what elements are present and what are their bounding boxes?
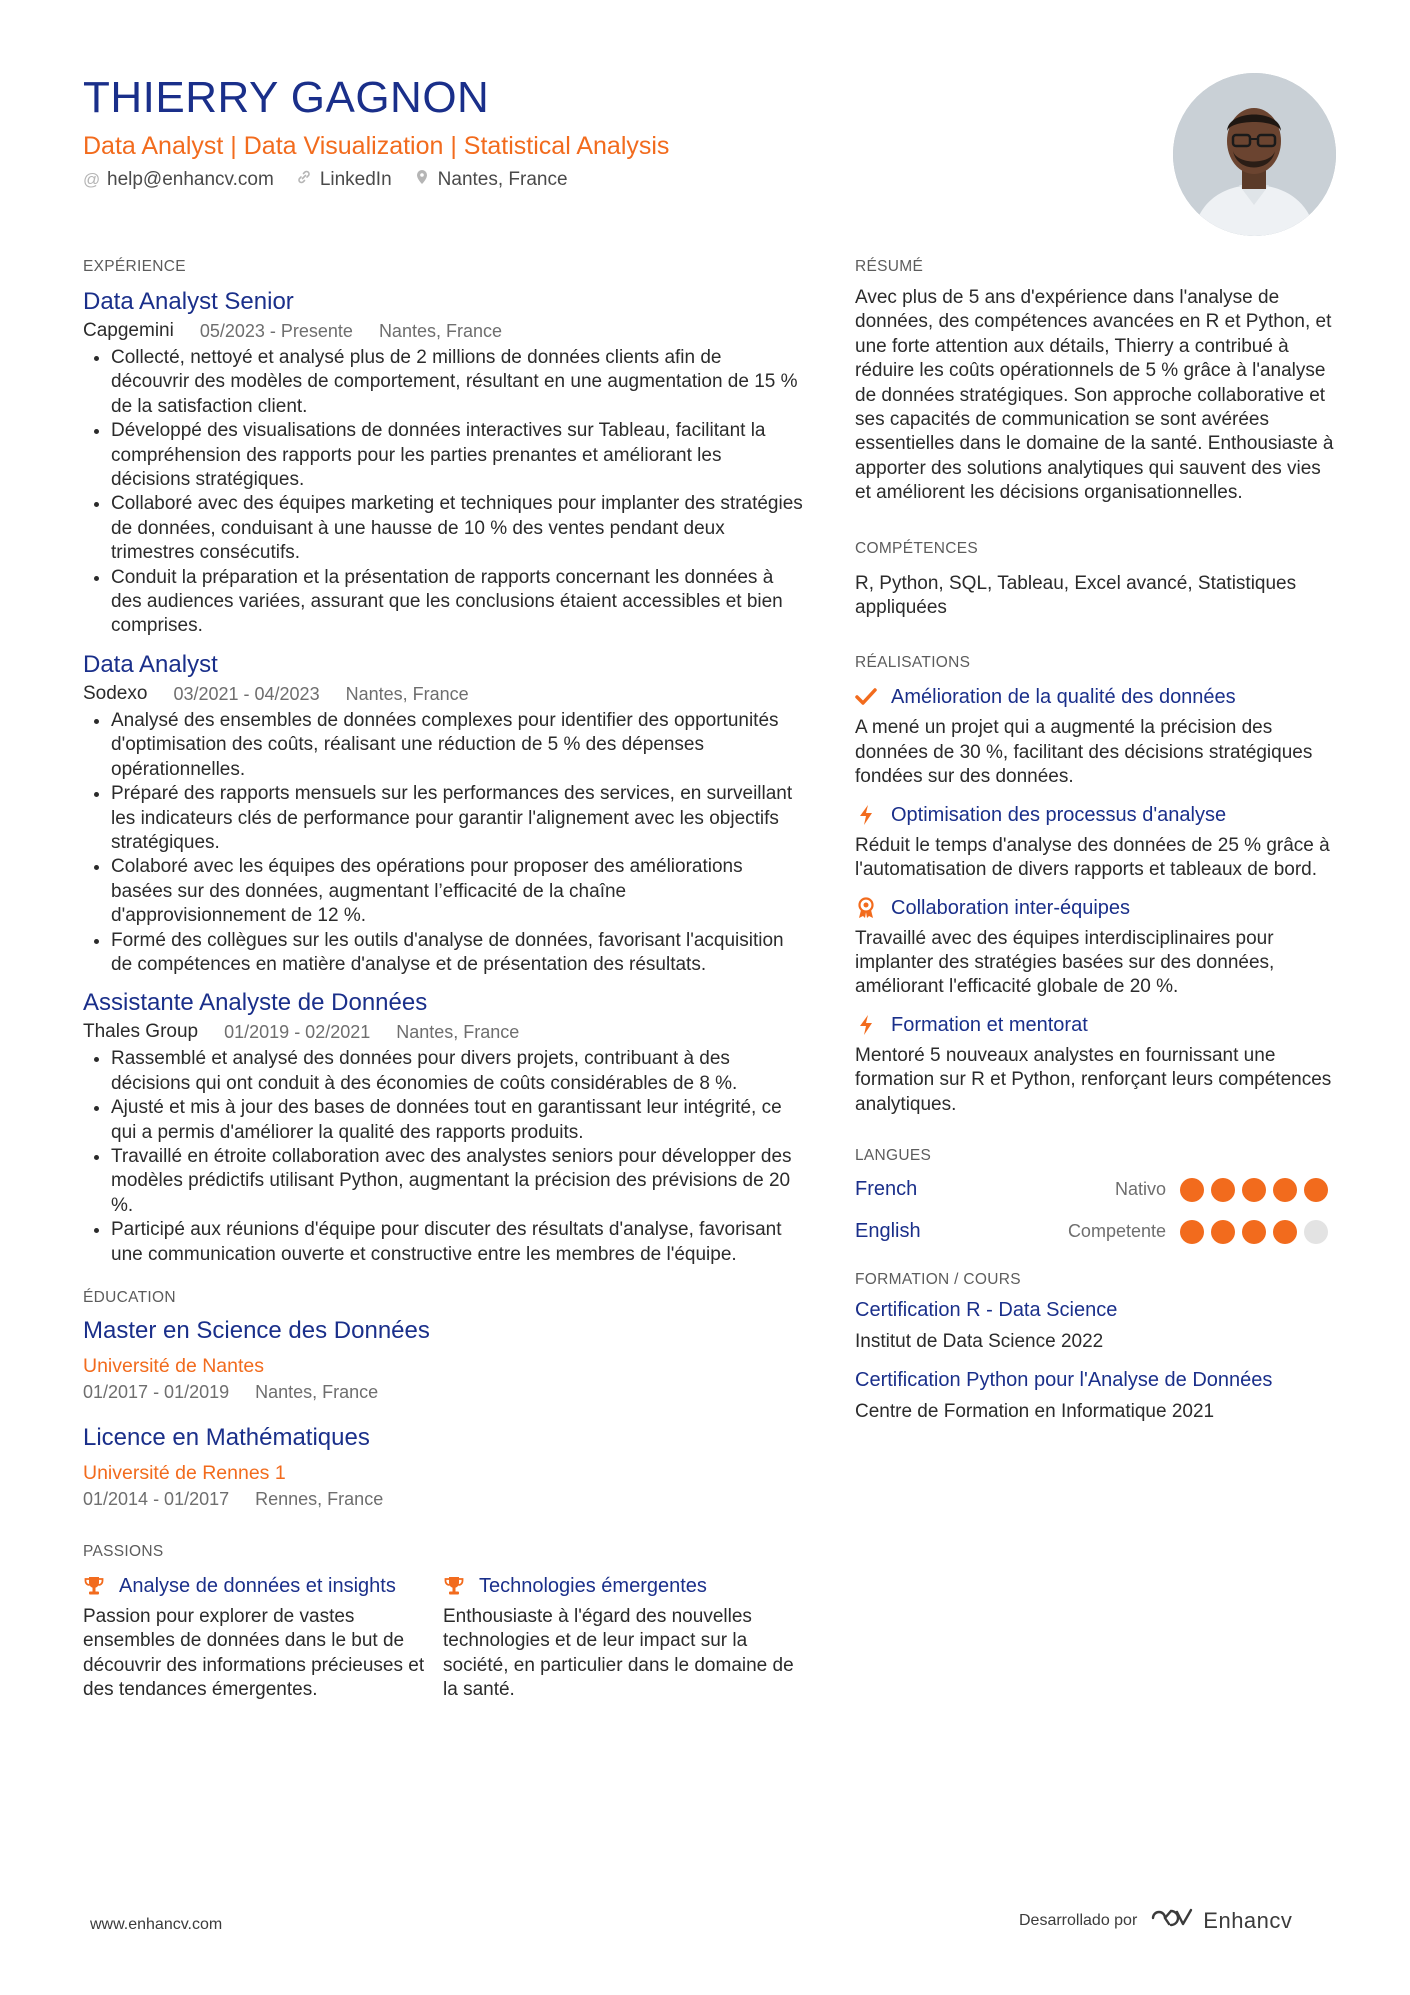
bullet-item: • Préparé des rapports mensuels sur les performances des services, en surveillant les indicateurs clés de performance pour garantir l'alignement avec les objectifs stratégiques.: [111, 782, 803, 855]
course-institution: Institut de Data Science 2022: [855, 1330, 1104, 1352]
school: Université de Nantes: [83, 1355, 265, 1377]
language-name: English: [855, 1220, 921, 1243]
passion-description: Passion pour explorer de vastes ensembles de données dans le but de découvrir des informations précieuses et des tendances émergentes.: [83, 1606, 425, 1701]
award-icon: [855, 897, 877, 919]
header: [83, 72, 1143, 194]
bullet-item: • Ajusté et mis à jour des bases de données tout en garantissant leur intégrité, ce qui a permis d'améliorer la qualité des rapports produits.: [111, 1096, 803, 1145]
achievement-head: [855, 684, 1335, 710]
footer-branding: [1019, 1906, 1292, 1935]
course-item: [855, 1297, 1335, 1355]
company: Thales Group: [83, 1021, 199, 1043]
achievement-title: Collaboration inter-équipes: [891, 896, 1131, 919]
rating-dot-filled: [1304, 1178, 1328, 1202]
education-location: Nantes, France: [255, 1382, 379, 1402]
job-bullets: [83, 346, 803, 639]
trophy-icon: [83, 1575, 105, 1597]
education-meta: [83, 1487, 803, 1511]
job-bullets: [83, 709, 803, 977]
language-level: Competente: [1067, 1221, 1166, 1242]
bullet-item: • Collecté, nettoyé et analysé plus de 2 millions de données clients afin de découvrir des modèles de comportement, résultant en une augmentation de 15 % de la satisfaction client.: [111, 346, 803, 419]
language-row: [855, 1169, 1335, 1211]
at-icon: @: [83, 170, 101, 189]
language-row: [855, 1211, 1335, 1253]
location-text: Nantes, France: [437, 169, 568, 190]
achievement-item: [855, 1012, 1335, 1117]
job-title: Data Analyst Senior: [83, 288, 294, 315]
education-location: Rennes, France: [255, 1489, 384, 1509]
passion-description: Enthousiaste à l'égard des nouvelles technologies et de leur impact sur la société, en particulier dans le domaine de la santé.: [443, 1606, 794, 1701]
passion-head: [83, 1573, 443, 1599]
job-entry: [83, 649, 803, 977]
passion-title: Technologies émergentes: [479, 1575, 707, 1597]
rating-dot-filled: [1242, 1178, 1266, 1202]
experience-heading: EXPÉRIENCE: [83, 258, 186, 275]
location-contact: [414, 166, 568, 194]
job-meta: [83, 681, 803, 707]
achievement-title: Amélioration de la qualité des données: [891, 686, 1236, 709]
degree: Master en Science des Données: [83, 1317, 430, 1344]
achievement-title: Optimisation des processus d'analyse: [891, 803, 1227, 826]
achievement-description: Travaillé avec des équipes interdisciplinaires pour implanter des stratégies basées sur des données, améliorant l'efficacité globale de 20 %.: [855, 927, 1275, 998]
lightning-icon: [855, 804, 877, 826]
contact-row: [83, 166, 1143, 194]
job-meta: [83, 318, 803, 344]
achievement-description: A mené un projet qui a augmenté la précision des données de 30 %, facilitant des décisions stratégiques fondées sur des données.: [855, 717, 1313, 788]
job-location: Nantes, France: [396, 1022, 520, 1043]
passion-title: Analyse de données et insights: [119, 1575, 396, 1597]
passion-item: [83, 1573, 443, 1703]
languages-heading: LANGUES: [855, 1146, 932, 1164]
bullet-item: • Conduit la préparation et la présentation de rapports concernant les données à des audiences variées, assurant que les conclusions étaient accessibles et bien comprises.: [111, 566, 803, 639]
bullet-item: • Rassemblé et analysé des données pour divers projets, contribuant à des décisions qui ont conduit à des économies de coûts considérables de 8 %.: [111, 1047, 803, 1096]
check-icon: [855, 686, 877, 708]
rating-dot-filled: [1273, 1178, 1297, 1202]
school: Université de Rennes 1: [83, 1462, 286, 1484]
rating-dot-filled: [1242, 1220, 1266, 1244]
job-bullets: [83, 1047, 803, 1267]
course-institution: Centre de Formation en Informatique 2021: [855, 1400, 1215, 1422]
achievement-description: Réduit le temps d'analyse des données de 25 % grâce à l'automatisation de divers rapports et tableaux de bord.: [855, 834, 1330, 881]
course-item: [855, 1367, 1335, 1425]
email-contact[interactable]: [83, 166, 274, 194]
job-location: Nantes, France: [378, 321, 502, 341]
location-pin-icon: [414, 166, 430, 194]
enhancv-logo-icon: [1149, 1906, 1195, 1935]
company: Capgemini: [83, 320, 174, 341]
rating-dot-filled: [1180, 1178, 1204, 1202]
rating-dot-empty: [1304, 1220, 1328, 1244]
bullet-item: • Collaboré avec des équipes marketing et techniques pour implanter des stratégies de données, conduisant à une hausse de 10 % des ventes pendant deux trimestres consécutifs.: [111, 492, 803, 565]
left-column: [83, 258, 803, 1703]
achievement-item: [855, 895, 1335, 1000]
job-title: Assistante Analyste de Données: [83, 989, 428, 1017]
bullet-item: • Colaboré avec les équipes des opérations pour proposer des améliorations basées sur des données, augmentant l’efficacité de la chaîne d'approvisionnement de 12 %.: [111, 855, 803, 928]
achievement-head: [855, 802, 1335, 828]
bullet-item: • Formé des collègues sur les outils d'analyse de données, favorisant l'acquisition de compétences en matière d'analyse et de présentation des résultats.: [111, 929, 803, 978]
language-rating: [1180, 1178, 1335, 1202]
achievements-heading: RÉALISATIONS: [855, 654, 971, 672]
bullet-item: • Participé aux réunions d'équipe pour discuter des résultats d'analyse, favorisant une communication ouverte et constructive entre les membres de l'équipe.: [111, 1218, 803, 1267]
rating-dot-filled: [1273, 1220, 1297, 1244]
job-entry: [83, 286, 803, 639]
job-title: Data Analyst: [83, 650, 218, 678]
achievement-head: [855, 895, 1335, 921]
job-meta: [83, 1019, 803, 1045]
job-dates: 03/2021 - 04/2023: [173, 683, 320, 704]
achievement-item: [855, 684, 1335, 789]
candidate-name: THIERRY GAGNON: [83, 73, 490, 122]
linkedin-contact[interactable]: [296, 166, 392, 194]
education-entry: [83, 1422, 803, 1511]
powered-by-text: Desarrollado por: [1019, 1911, 1138, 1929]
passion-item: [443, 1573, 803, 1703]
degree: Licence en Mathématiques: [83, 1424, 370, 1451]
course-title: Certification Python pour l'Analyse de Données: [855, 1368, 1273, 1391]
email-text: help@enhancv.com: [107, 169, 274, 190]
achievement-item: [855, 802, 1335, 883]
rating-dot-filled: [1211, 1220, 1235, 1244]
passions-list: [83, 1573, 803, 1703]
skills-heading: COMPÉTENCES: [855, 539, 979, 557]
summary-text: Avec plus de 5 ans d'expérience dans l'analyse de données, des compétences avancées en R et Python, et une forte attention aux détails, Thierry a contribué à réduire les coûts opérationnels de 5 % grâce à l'analyse de données stratégiques. Son approche collaborative et ses capacités de communication se sont avérées essentielles dans le domaine de la santé. Enthousiaste à apporter des solutions analytiques qui sauvent des vies et améliorent les décisions organisationnelles.: [855, 287, 1334, 504]
summary-heading: RÉSUMÉ: [855, 258, 924, 275]
trophy-icon: [443, 1575, 465, 1597]
job-location: Nantes, France: [345, 683, 469, 704]
link-icon: [296, 166, 312, 194]
bullet-item: • Analysé des ensembles de données complexes pour identifier des opportunités d'optimisation des coûts, réalisant une réduction de 5 % des dépenses opérationnelles.: [111, 709, 803, 782]
lightning-icon: [855, 1014, 877, 1036]
job-entry: [83, 987, 803, 1267]
rating-dot-filled: [1211, 1178, 1235, 1202]
education-meta: [83, 1380, 803, 1404]
footer-website[interactable]: www.enhancv.com: [90, 1916, 223, 1933]
job-dates: 01/2019 - 02/2021: [224, 1022, 371, 1043]
achievement-description: Mentoré 5 nouveaux analystes en fournissant une formation sur R et Python, renforçant leurs compétences analytiques.: [855, 1044, 1332, 1115]
language-level: Nativo: [1114, 1179, 1166, 1200]
course-title: Certification R - Data Science: [855, 1298, 1118, 1321]
rating-dot-filled: [1180, 1220, 1204, 1244]
bullet-item: • Travaillé en étroite collaboration avec des analystes seniors pour développer des modèles prédictifs utilisant Python, augmentant la précision des prévisions de 20 %.: [111, 1145, 803, 1218]
skills-text: R, Python, SQL, Tableau, Excel avancé, Statistiques appliquées: [855, 572, 1297, 619]
passions-heading: PASSIONS: [83, 1543, 164, 1560]
education-dates: 01/2014 - 01/2017: [83, 1489, 230, 1509]
language-rating: [1180, 1220, 1335, 1244]
linkedin-text: LinkedIn: [319, 169, 392, 190]
passion-head: [443, 1573, 803, 1599]
company: Sodexo: [83, 682, 148, 704]
language-name: French: [855, 1178, 918, 1201]
brand-name: Enhancv: [1203, 1907, 1293, 1933]
right-column: [855, 258, 1335, 1425]
achievement-title: Formation et mentorat: [891, 1013, 1088, 1036]
education-dates: 01/2017 - 01/2019: [83, 1382, 230, 1402]
education-entry: [83, 1315, 803, 1404]
job-dates: 05/2023 - Presente: [199, 321, 353, 341]
education-heading: ÉDUCATION: [83, 1289, 176, 1306]
achievement-head: [855, 1012, 1335, 1038]
avatar: [1173, 73, 1336, 236]
headline: Data Analyst | Data Visualization | Statistical Analysis: [83, 132, 670, 160]
bullet-item: • Développé des visualisations de données interactives sur Tableau, facilitant la compréhension des rapports pour les parties prenantes et améliorant les décisions stratégiques.: [111, 419, 803, 492]
training-heading: FORMATION / COURS: [855, 1270, 1021, 1288]
